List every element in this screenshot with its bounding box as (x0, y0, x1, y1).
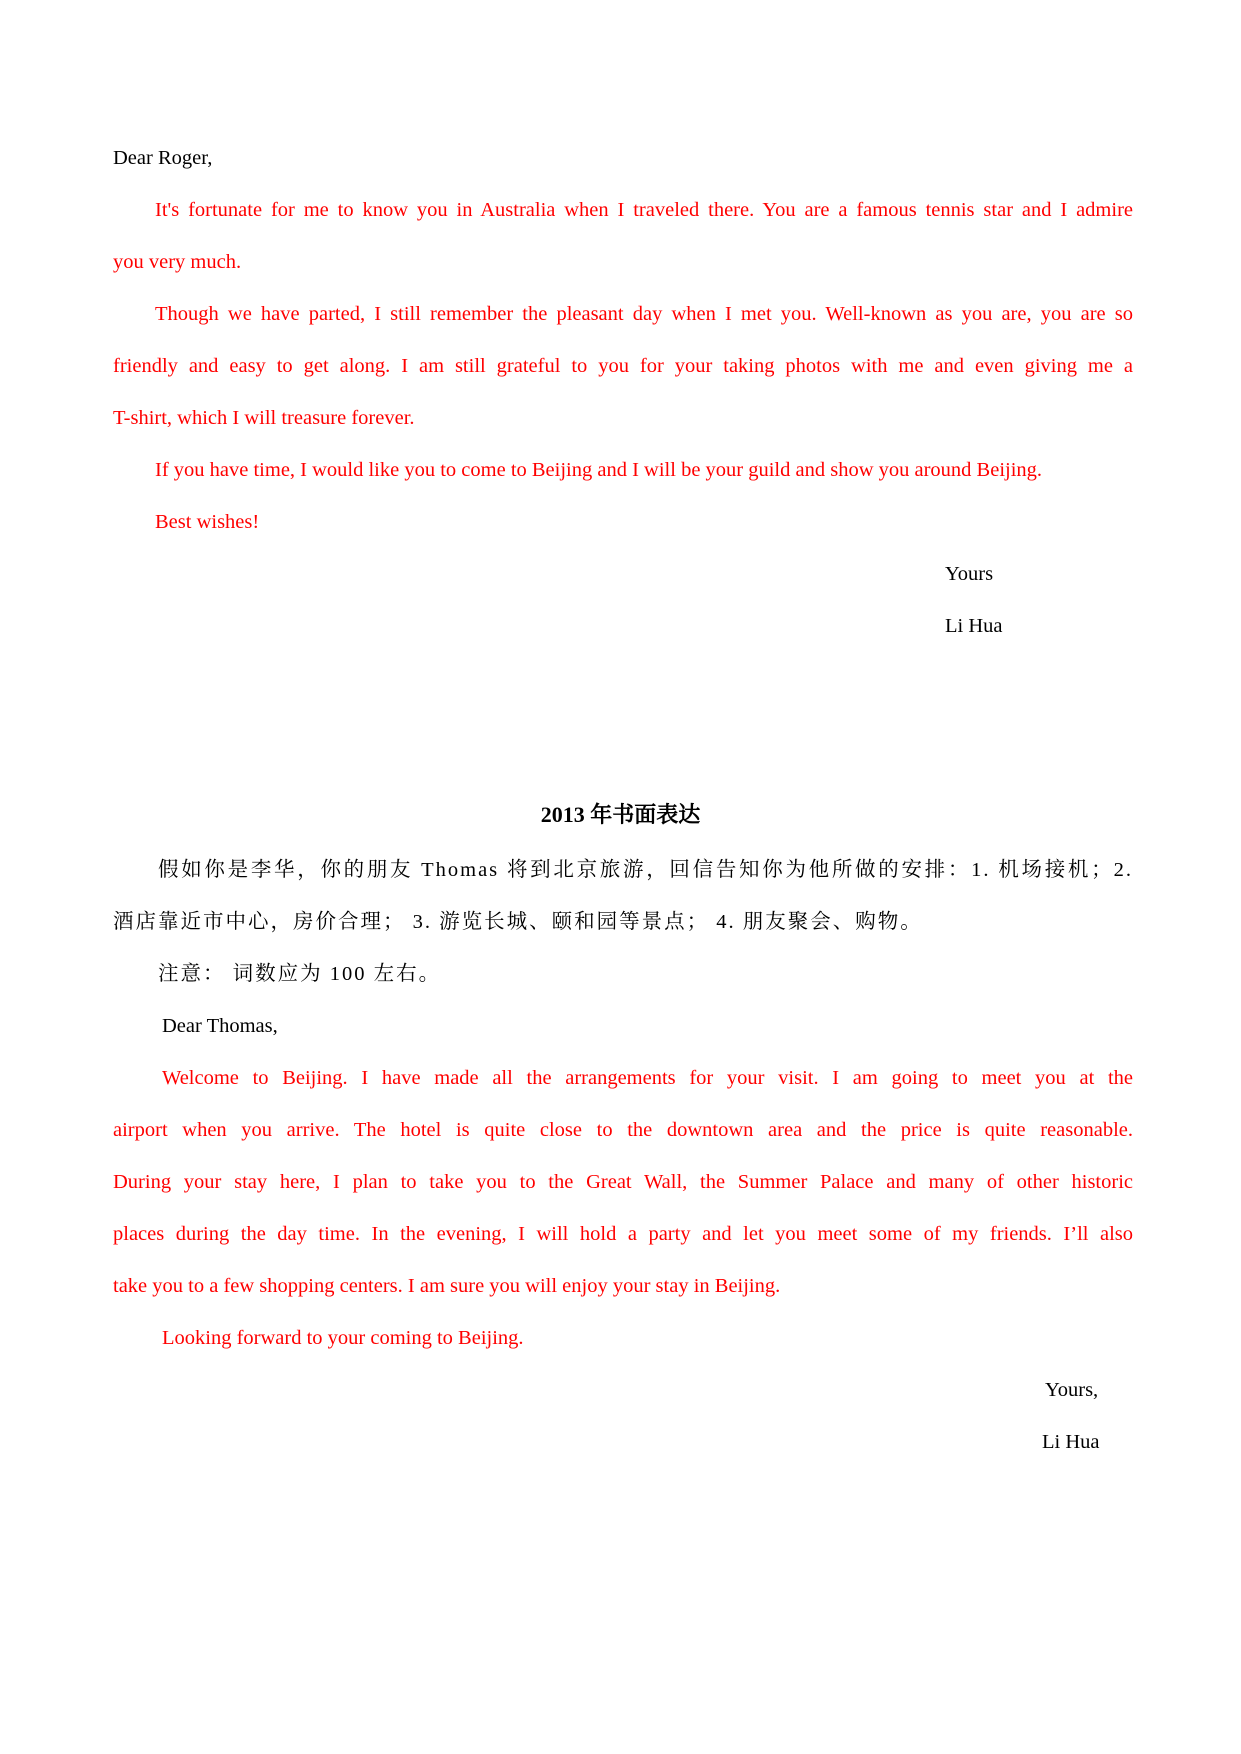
letter1-paragraph2-line3: T-shirt, which I will treasure forever. (113, 407, 415, 429)
letter2-sign-off: Yours, (1045, 1379, 1099, 1401)
letter2-body-line5: take you to a few shopping centers. I am sure you will enjoy your stay in Beijing. (113, 1275, 781, 1297)
letter2-body-line3: During your stay here, I plan to take you to the Great Wall, the Summer Palace and many of other historic (113, 1171, 1133, 1193)
letter2-body-line2: airport when you arrive. The hotel is quite close to the downtown area and the price is quite reasonable. (113, 1119, 1133, 1141)
letter1-paragraph2-line2: friendly and easy to get along. I am still grateful to you for your taking photos with me and even giving me a (113, 355, 1133, 377)
letter1-sign-off: Yours (945, 563, 994, 585)
letter2-body-line1: Welcome to Beijing. I have made all the arrangements for your visit. I am going to meet you at the (162, 1067, 1133, 1089)
letter1-closing-wish: Best wishes! (155, 511, 260, 533)
letter2-greeting: Dear Thomas, (162, 1015, 278, 1037)
letter1-paragraph1-line2: you very much. (113, 251, 242, 273)
letter2-body-line4: places during the day time. In the evening, I will hold a party and let you meet some of my friends. I’ll also (113, 1223, 1133, 1245)
letter1-paragraph3-line1: If you have time, I would like you to come to Beijing and I will be your guild and show you around Beijing. (155, 459, 1043, 481)
prompt-line1: 假如你是李华，你的朋友 Thomas 将到北京旅游，回信告知你为他所做的安排：1. 机场接机；2. (158, 859, 1133, 881)
letter1-signature: Li Hua (945, 615, 1003, 637)
letter1-greeting: Dear Roger, (113, 147, 213, 169)
letter2-closing-line: Looking forward to your coming to Beijing. (162, 1327, 524, 1349)
prompt-note: 注意： 词数应为 100 左右。 (158, 963, 442, 985)
letter1-paragraph2-line1: Though we have parted, I still remember the pleasant day when I met you. Well-known as you are, you are so (155, 303, 1133, 325)
letter2-signature: Li Hua (1042, 1431, 1100, 1453)
section-title-2013: 2013 年书面表达 (540, 802, 701, 827)
letter1-paragraph1-line1: It's fortunate for me to know you in Australia when I traveled there. You are a famous tennis star and I admire (155, 199, 1133, 221)
prompt-line2: 酒店靠近市中心，房价合理； 3. 游览长城、颐和园等景点； 4. 朋友聚会、购物。 (113, 911, 923, 933)
